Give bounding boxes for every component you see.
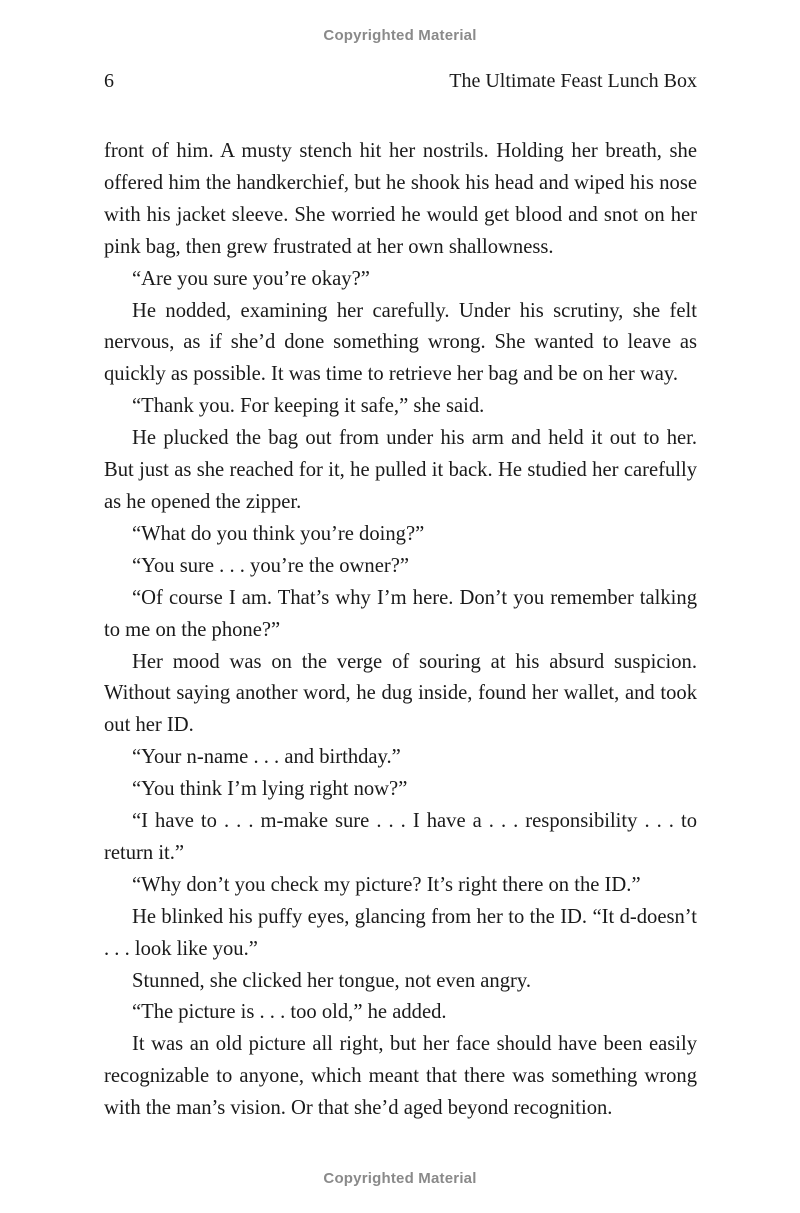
paragraph: “Thank you. For keeping it safe,” she said. [132,395,485,418]
paragraph-continued: front of him. A musty stench hit her nostrils. Holding her breath, she offered him the handkerchief, but he shook his head and wiped his nose with his jacket sleeve. She worried he would get blood and snot on her pink bag, then grew frustrated at her own shallowness. [104,140,697,258]
paragraph: “You think I’m lying right now?” [132,778,408,801]
body-text [104,136,697,1125]
copyright-watermark-bottom: Copyrighted Material [323,1170,477,1187]
paragraph: It was an old picture all right, but her face should have been easily recognizable to anyone, which meant that there was something wrong with the man’s vision. Or that she’d aged beyond recognition. [104,1033,697,1120]
page-number: 6 [104,70,114,92]
paragraph: Stunned, she clicked her tongue, not even angry. [132,969,531,992]
paragraph: He nodded, examining her carefully. Under his scrutiny, she felt nervous, as if she’d done something wrong. She wanted to leave as quickly as possible. It was time to retrieve her bag and be on her way. [104,299,697,386]
running-title: The Ultimate Feast Lunch Box [449,70,697,92]
paragraph: “Are you sure you’re okay?” [132,267,370,290]
paragraph: “Your n-name . . . and birthday.” [132,746,401,769]
paragraph: “You sure . . . you’re the owner?” [132,554,409,577]
paragraph: “Of course I am. That’s why I’m here. Don’t you remember talking to me on the phone?” [104,586,697,641]
copyright-watermark-top: Copyrighted Material [323,27,477,44]
paragraph: “I have to . . . m-make sure . . . I have a . . . responsibility . . . to return it.” [104,810,697,864]
running-head [104,70,697,98]
paragraph: He plucked the bag out from under his arm and held it out to her. But just as she reached for it, he pulled it back. He studied her carefully as he opened the zipper. [104,427,697,513]
paragraph: “The picture is . . . too old,” he added. [132,1001,447,1024]
paragraph: “What do you think you’re doing?” [132,522,425,545]
paragraph: He blinked his puffy eyes, glancing from her to the ID. “It d-doesn’t . . . look like you.” [104,905,697,960]
paragraph: Her mood was on the verge of souring at his absurd suspicion. Without saying another word, he dug inside, found her wallet, and took out her ID. [104,650,697,737]
paragraph: “Why don’t you check my picture? It’s right there on the ID.” [132,873,641,896]
